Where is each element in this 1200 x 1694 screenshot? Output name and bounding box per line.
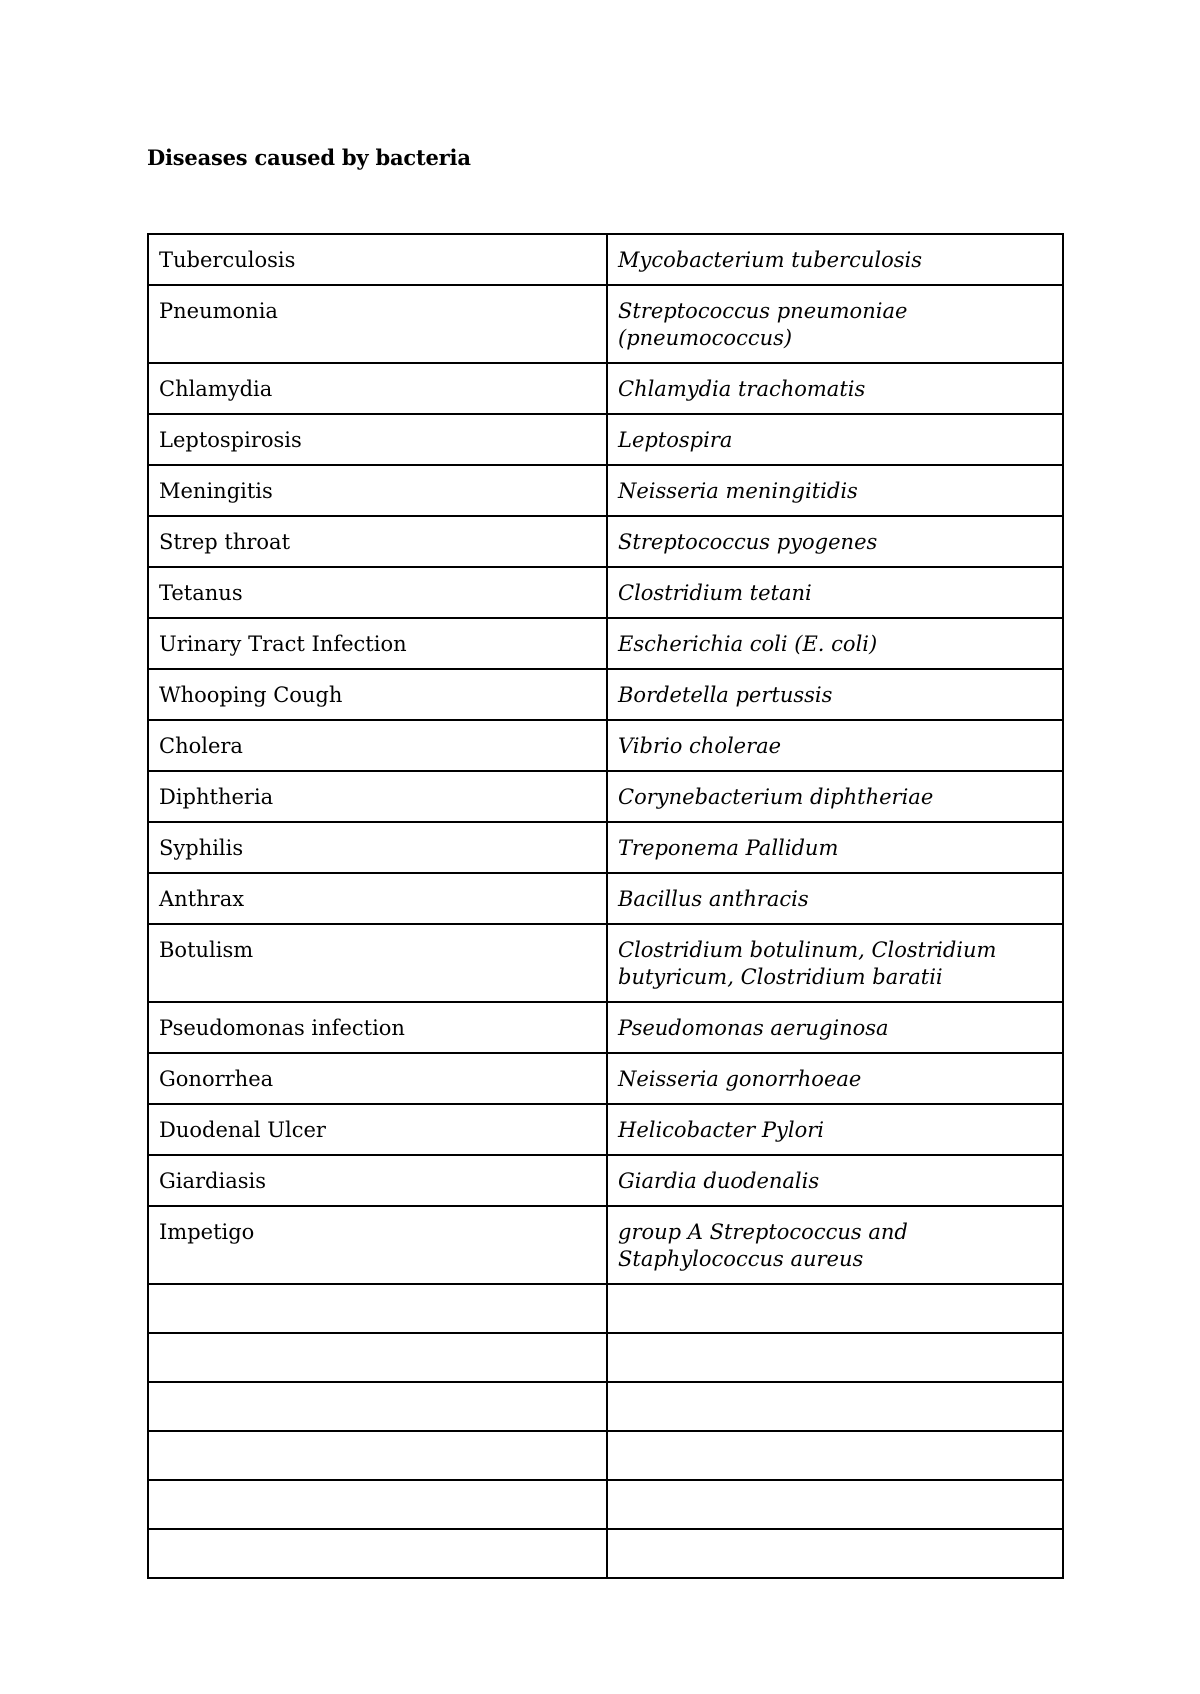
organism-cell [607, 1480, 1063, 1529]
table-row [148, 1431, 1063, 1480]
organism-cell: Helicobacter Pylori [607, 1104, 1063, 1155]
table-row [148, 567, 1063, 618]
page-title: Diseases caused by bacteria [147, 145, 471, 170]
organism-cell [607, 1529, 1063, 1578]
organism-cell: Mycobacterium tuberculosis [607, 234, 1063, 285]
table-row [148, 1333, 1063, 1382]
disease-cell [148, 1382, 607, 1431]
disease-cell: Syphilis [148, 822, 607, 873]
disease-cell: Botulism [148, 924, 607, 1002]
table-row [148, 414, 1063, 465]
organism-cell [607, 1382, 1063, 1431]
table-row [148, 720, 1063, 771]
disease-cell: Meningitis [148, 465, 607, 516]
disease-cell: Chlamydia [148, 363, 607, 414]
table-row [148, 771, 1063, 822]
disease-cell: Strep throat [148, 516, 607, 567]
table-row [148, 1529, 1063, 1578]
organism-cell: Escherichia coli (E. coli) [607, 618, 1063, 669]
organism-cell: Treponema Pallidum [607, 822, 1063, 873]
disease-cell [148, 1431, 607, 1480]
table-row [148, 924, 1063, 1002]
disease-cell: Giardiasis [148, 1155, 607, 1206]
disease-cell: Leptospirosis [148, 414, 607, 465]
organism-cell: Streptococcus pneumoniae (pneumococcus) [607, 285, 1063, 363]
disease-cell [148, 1284, 607, 1333]
disease-cell: Impetigo [148, 1206, 607, 1284]
organism-cell: Corynebacterium diphtheriae [607, 771, 1063, 822]
organism-cell [607, 1333, 1063, 1382]
organism-cell: Bacillus anthracis [607, 873, 1063, 924]
disease-cell: Diphtheria [148, 771, 607, 822]
organism-cell: Streptococcus pyogenes [607, 516, 1063, 567]
table-row [148, 1284, 1063, 1333]
disease-cell [148, 1333, 607, 1382]
organism-cell: group A Streptococcus and Staphylococcus aureus [607, 1206, 1063, 1284]
table-row [148, 1053, 1063, 1104]
bacteria-table [147, 233, 1064, 1579]
table-row [148, 285, 1063, 363]
table-row [148, 1155, 1063, 1206]
organism-cell: Clostridium tetani [607, 567, 1063, 618]
disease-cell: Cholera [148, 720, 607, 771]
disease-cell: Gonorrhea [148, 1053, 607, 1104]
disease-cell: Pseudomonas infection [148, 1002, 607, 1053]
table-row [148, 516, 1063, 567]
disease-cell: Anthrax [148, 873, 607, 924]
disease-cell: Duodenal Ulcer [148, 1104, 607, 1155]
organism-cell: Vibrio cholerae [607, 720, 1063, 771]
disease-cell: Urinary Tract Infection [148, 618, 607, 669]
organism-cell: Neisseria meningitidis [607, 465, 1063, 516]
table-row [148, 465, 1063, 516]
disease-cell: Pneumonia [148, 285, 607, 363]
bacteria-table-body [148, 234, 1063, 1578]
table-row [148, 1002, 1063, 1053]
table-row [148, 822, 1063, 873]
disease-cell [148, 1529, 607, 1578]
table-row [148, 1480, 1063, 1529]
organism-cell: Clostridium botulinum, Clostridium butyricum, Clostridium baratii [607, 924, 1063, 1002]
disease-cell: Tetanus [148, 567, 607, 618]
table-row [148, 1382, 1063, 1431]
table-row [148, 363, 1063, 414]
organism-cell: Pseudomonas aeruginosa [607, 1002, 1063, 1053]
organism-cell: Giardia duodenalis [607, 1155, 1063, 1206]
organism-cell: Bordetella pertussis [607, 669, 1063, 720]
table-row [148, 618, 1063, 669]
table-row [148, 1206, 1063, 1284]
disease-cell: Tuberculosis [148, 234, 607, 285]
organism-cell: Neisseria gonorrhoeae [607, 1053, 1063, 1104]
organism-cell [607, 1431, 1063, 1480]
disease-cell: Whooping Cough [148, 669, 607, 720]
organism-cell [607, 1284, 1063, 1333]
table-row [148, 1104, 1063, 1155]
organism-cell: Leptospira [607, 414, 1063, 465]
table-row [148, 234, 1063, 285]
table-row [148, 873, 1063, 924]
disease-cell [148, 1480, 607, 1529]
organism-cell: Chlamydia trachomatis [607, 363, 1063, 414]
table-row [148, 669, 1063, 720]
